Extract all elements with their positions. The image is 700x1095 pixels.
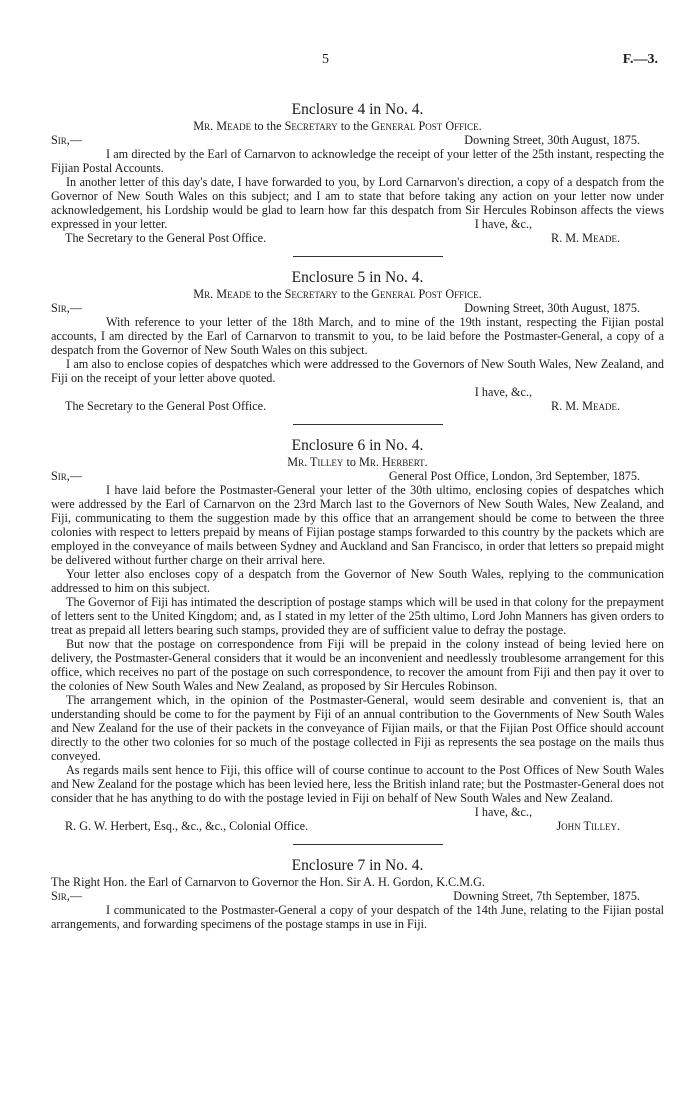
sender: Mr. Tilley	[287, 455, 344, 469]
divider	[293, 424, 443, 425]
closing: I have, &c.,	[474, 217, 532, 231]
salutation-row	[51, 133, 664, 147]
closing-sign-row	[51, 217, 664, 231]
enclosure-title: Enclosure 7 in No. 4.	[291, 857, 424, 874]
signature-row	[51, 819, 664, 833]
closing: I have, &c.,	[474, 385, 532, 399]
enclosure-4	[51, 52, 664, 245]
recipient: Secretary	[284, 287, 338, 301]
addressee: R. G. W. Herbert, Esq., &c., &c., Colonial Office.	[65, 819, 309, 833]
closing-row	[51, 385, 664, 399]
paragraph: I am directed by the Earl of Carnarvon to acknowledge the receipt of your letter of the 25th instant, respecting the Fijian Postal Accounts.	[51, 147, 664, 175]
closing: I have, &c.,	[474, 805, 532, 819]
paragraph: Your letter also encloses copy of a despatch from the Governor of New South Wales, replying to the communication addressed to him on this subject.	[51, 567, 664, 595]
recipient: Mr. Herbert.	[358, 455, 428, 469]
paragraph: The Governor of Fiji has intimated the description of postage stamps which will be used in that colony for the prepayment of letters sent to the United Kingdom; and, as I stated in my letter of the 25th ultimo, Lord John Manners has given orders to treat as prepaid all letters bearing such stamps, provided they are of sufficient value to defray the postage.	[51, 595, 664, 637]
divider	[293, 256, 443, 257]
office: General Post Office.	[371, 287, 482, 301]
enclosure-7	[51, 857, 664, 931]
enclosure-5	[51, 269, 664, 413]
sender: Mr. Meade	[193, 287, 252, 301]
addressee: The Secretary to the General Post Office.	[65, 399, 267, 413]
paragraph: As regards mails sent hence to Fiji, this office will of course continue to account to the Post Offices of New South Wales and New Zealand for the postage which has been levied here, less the British inland rate; but the Postmaster-General does not consider that he has anything to do with the postage levied in Fiji on behalf of New South Wales and New Zealand.	[51, 763, 664, 805]
signer: R. M. Meade.	[550, 231, 620, 245]
salutation: Sir,—	[51, 301, 83, 315]
sender: Mr. Meade	[193, 119, 252, 133]
enclosure-title: Enclosure 6 in No. 4.	[291, 437, 424, 454]
salutation-row	[51, 469, 664, 483]
enclosure-heading: The Right Hon. the Earl of Carnarvon to Governor the Hon. Sir A. H. Gordon, K.C.M.G.	[51, 875, 485, 889]
place-date: Downing Street, 30th August, 1875.	[464, 301, 640, 315]
paragraph: The arrangement which, in the opinion of the Postmaster-General, would seem desirable and convenient is, that an understanding should be come to for the payment by Fiji of an annual contribution to the Governments of New South Wales and New Zealand for the use of their packets in the conveyance of Fijian mails, or that the Fijian Post Office should account directly to the other two colonies for so much of the postage collected in Fiji as represents the sea postage on the mails thus conveyed.	[51, 693, 664, 763]
enclosure-subtitle: Mr. Meade to the Secretary to the General Post Office.	[193, 287, 482, 301]
paragraph: With reference to your letter of the 18th March, and to mine of the 19th instant, respecting the Fijian postal accounts, I am directed by the Earl of Carnarvon to transmit to you, to be laid before the Postmaster-General, a copy of a despatch from the Governor of New South Wales on this subject.	[51, 315, 664, 357]
signature-row	[51, 231, 664, 245]
salutation: Sir,—	[51, 469, 83, 483]
paragraph: I have laid before the Postmaster-General your letter of the 30th ultimo, enclosing copies of despatches which were addressed by the Earl of Carnarvon on the 23rd March last to the Governors of New South Wales, New Zealand, and Fiji, communicating to them the suggestion made by this office that an arrangement should be come to between the three colonies with respect to letters prepaid by means of Fijian postage stamps forwarded to this country by the packets which are employed in the conveyance of mails between Sydney and Auckland and San Francisco, in order that letters so prepaid might be delivered without further charge on their arrival here.	[51, 483, 664, 567]
place-date: Downing Street, 7th September, 1875.	[453, 889, 640, 903]
paragraph: But now that the postage on correspondence from Fiji will be prepaid in the colony instead of being levied here on delivery, the Postmaster-General considers that it would be an inconvenient and needlessly troublesome arrangement for this office, which receives no part of the postage on such correspondence, to recover the amount from Fiji and then pay it over to the colonies of New South Wales and New Zealand, as proposed by Sir Hercules Robinson.	[51, 637, 664, 693]
divider	[293, 844, 443, 845]
place-date: General Post Office, London, 3rd September, 1875.	[388, 469, 640, 483]
enclosure-title: Enclosure 4 in No. 4.	[291, 101, 424, 118]
office: General Post Office.	[371, 119, 482, 133]
enclosure-6	[51, 437, 664, 833]
signer: R. M. Meade.	[550, 399, 620, 413]
enclosure-subtitle: Mr. Tilley to Mr. Herbert.	[287, 455, 428, 469]
salutation: Sir,—	[51, 133, 83, 147]
place-date: Downing Street, 30th August, 1875.	[464, 133, 640, 147]
paragraph: I am also to enclose copies of despatches which were addressed to the Governors of New South Wales, New Zealand, and Fiji on the receipt of your letter above quoted.	[51, 357, 664, 385]
enclosure-title: Enclosure 5 in No. 4.	[291, 269, 424, 286]
salutation-row	[51, 301, 664, 315]
signature-row	[51, 399, 664, 413]
paragraph: I communicated to the Postmaster-General a copy of your despatch of the 14th June, relating to the Fijian postal arrangements, and forwarding specimens of the postage stamps in use in Fiji.	[51, 903, 664, 931]
signer: John Tilley.	[556, 819, 620, 833]
page-reference: F.—3.	[622, 52, 658, 67]
paragraph: In another letter of this day's date, I have forwarded to you, by Lord Carnarvon's direction, a copy of a despatch from the Governor of New South Wales on this subject; and I am to state that before taking any action on your letter now under acknowledgement, his Lordship would be glad to learn how far this despatch from Sir Hercules Robinson affects the views expressed in your letter.	[51, 175, 664, 231]
salutation-row	[51, 889, 664, 903]
addressee: The Secretary to the General Post Office.	[65, 231, 267, 245]
enclosure-subtitle: Mr. Meade to the Secretary to the General Post Office.	[193, 119, 482, 133]
page-number: 5	[322, 52, 329, 67]
recipient: Secretary	[284, 119, 338, 133]
closing-row	[51, 805, 664, 819]
salutation: Sir,—	[51, 889, 83, 903]
